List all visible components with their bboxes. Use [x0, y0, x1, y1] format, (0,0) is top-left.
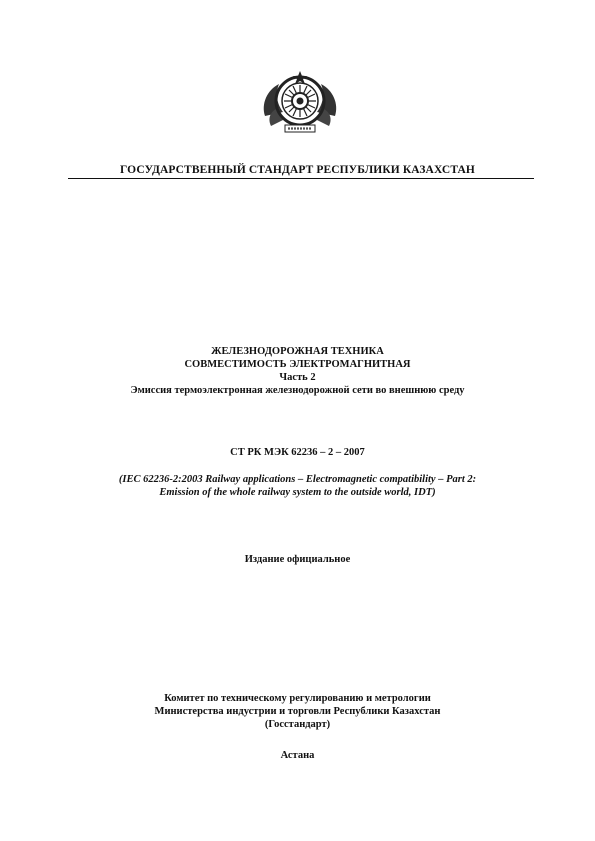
iec-reference-line-2: Emission of the whole railway system to the outside world, IDT)	[159, 487, 436, 498]
title-part: Часть 2	[279, 372, 316, 383]
edition-text: Издание официальное	[244, 554, 351, 565]
state-standard-heading: ГОСУДАРСТВЕННЫЙ СТАНДАРТ РЕСПУБЛИКИ КАЗАХСТАН	[120, 164, 475, 176]
issuing-organization	[0, 692, 595, 731]
document-title	[0, 345, 595, 397]
publication-city	[0, 749, 595, 762]
edition-label	[0, 553, 595, 566]
standard-code-text: СТ РК МЭК 62236 – 2 – 2007	[230, 447, 365, 458]
city-text: Астана	[280, 750, 315, 761]
header-divider	[68, 178, 534, 179]
title-line-1: ЖЕЛЕЗНОДОРОЖНАЯ ТЕХНИКА	[211, 346, 384, 357]
iec-reference-line-1: (IEC 62236-2:2003 Railway applications – Electromagnetic compatibility – Part 2:	[118, 474, 477, 485]
iec-reference	[0, 473, 595, 499]
organization-line-3: (Госстандарт)	[264, 719, 331, 730]
kazakhstan-emblem-icon	[257, 68, 343, 138]
title-line-2: СОВМЕСТИМОСТЬ ЭЛЕКТРОМАГНИТНАЯ	[184, 359, 411, 370]
title-subtitle: Эмиссия термоэлектронная железнодорожной сети во внешнюю среду	[130, 385, 465, 396]
state-emblem	[257, 68, 343, 138]
organization-line-2: Министерства индустрии и торговли Республики Казахстан	[154, 706, 441, 717]
standard-code	[0, 446, 595, 459]
organization-line-1: Комитет по техническому регулированию и метрологии	[164, 693, 431, 704]
